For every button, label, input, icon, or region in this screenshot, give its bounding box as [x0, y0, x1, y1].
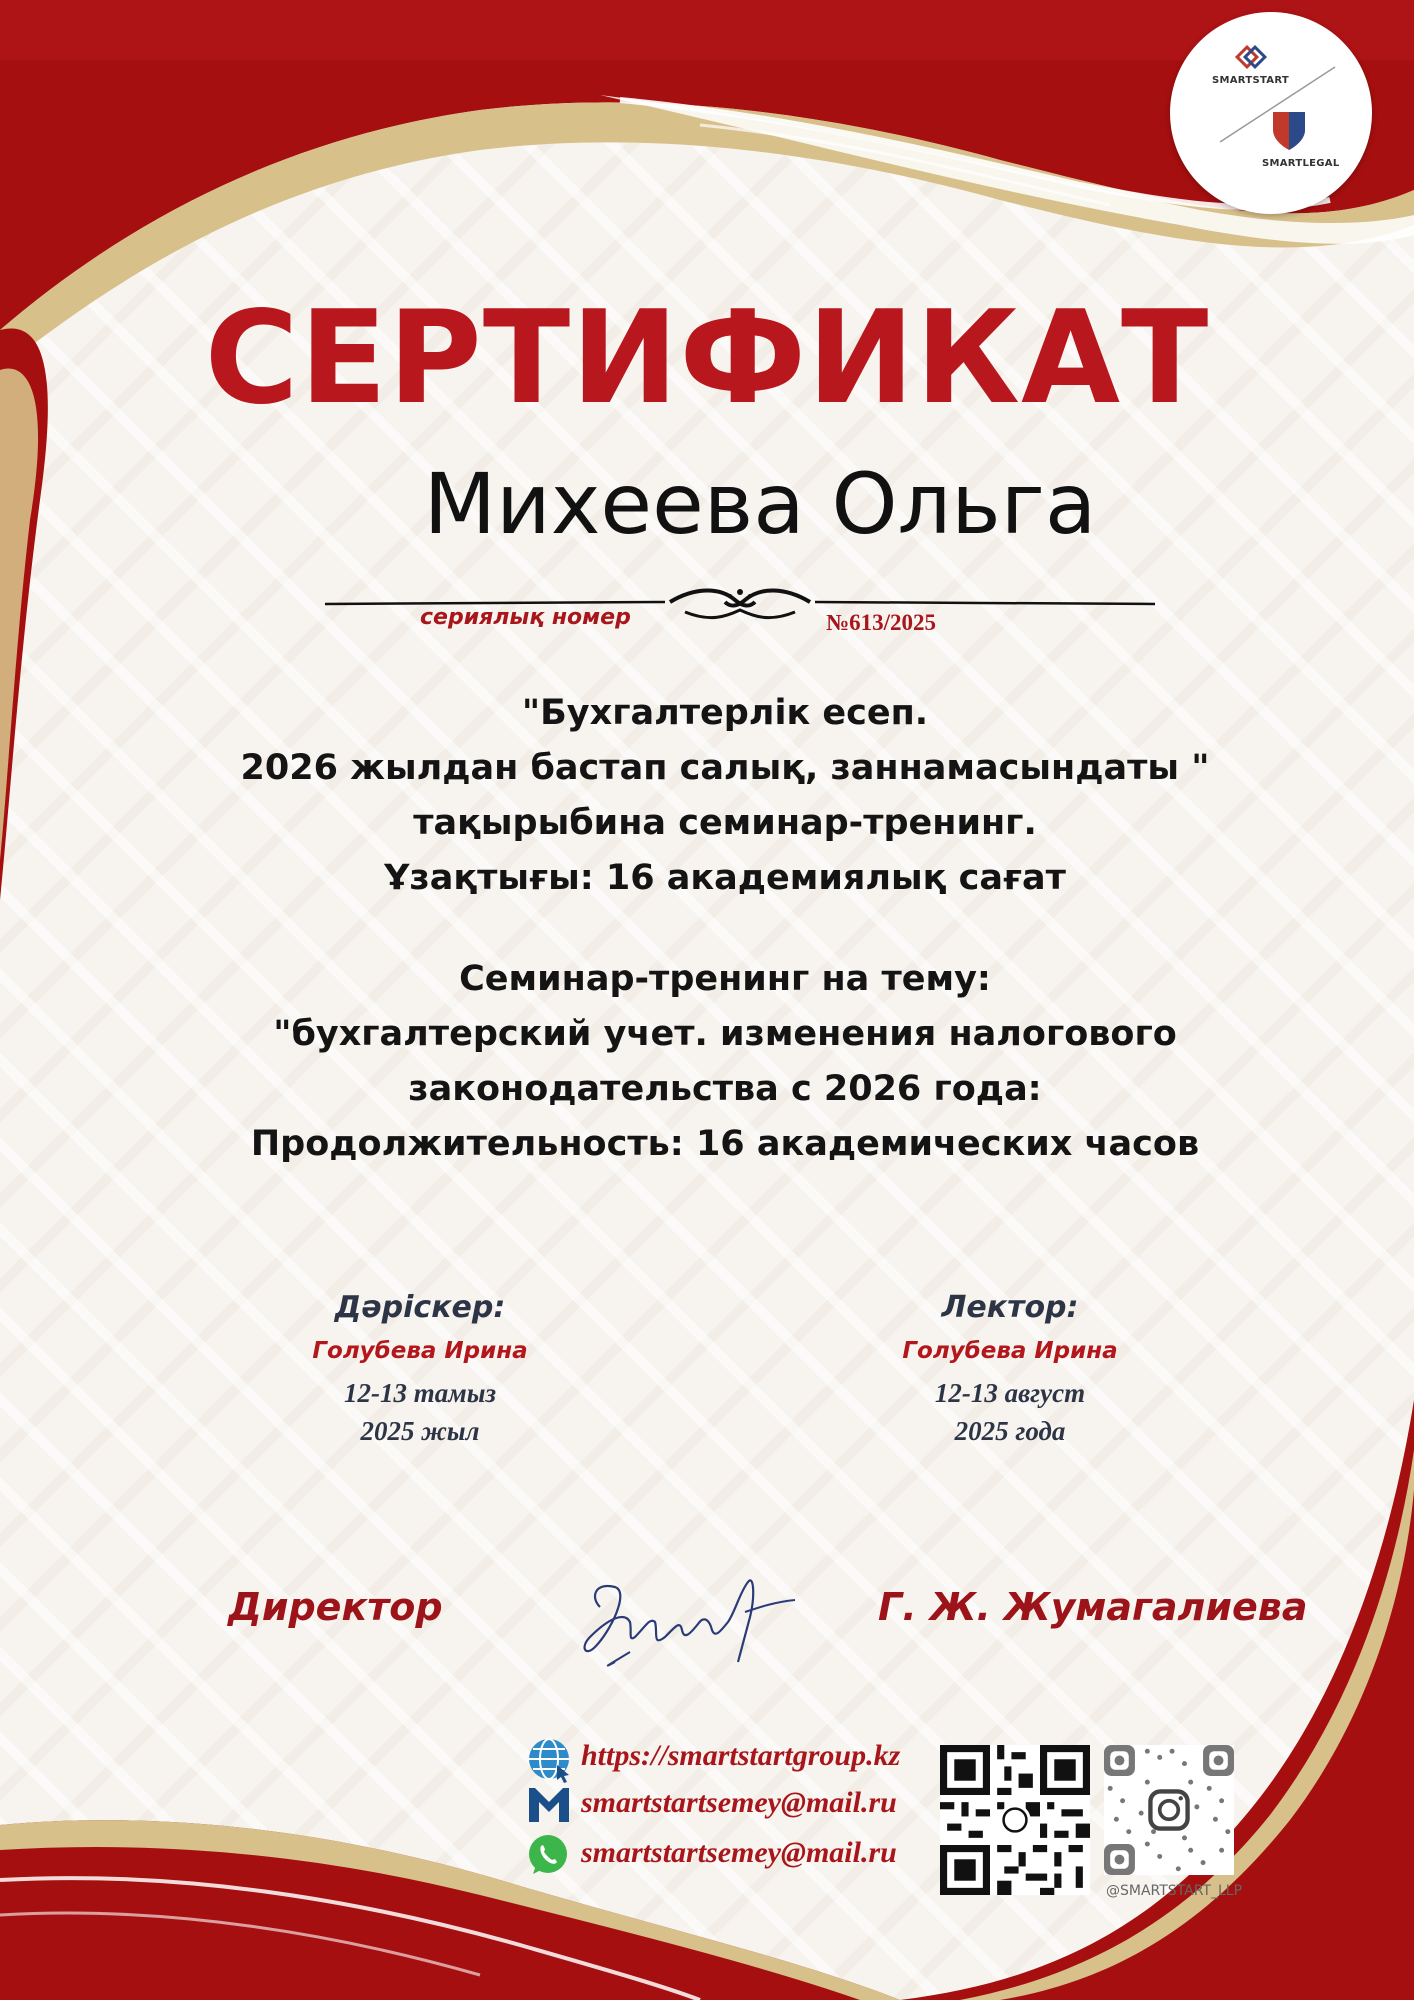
lecturer-block-ru [810, 1290, 1210, 1450]
course-ru-line: "бухгалтерский учет. изменения налогового [273, 1014, 1177, 1054]
logo-graphic [1170, 12, 1372, 214]
recipient-name: Михеева Ольга [423, 455, 1097, 553]
logo-bottom-text: SMARTLEGAL [1262, 158, 1340, 169]
course-kz-line: тақырыбина семинар-тренинг. [413, 803, 1037, 843]
lecturer-label-kz: Дәріскер: [334, 1290, 506, 1325]
course-ru-line: Семинар-тренинг на тему: [459, 959, 991, 999]
serial-label: сериялық номер [420, 605, 631, 630]
director-label: Директор [228, 1585, 443, 1629]
lecturer-block-kz [220, 1290, 620, 1450]
certificate-title: СЕРТИФИКАТ [204, 284, 1210, 433]
date-line: 12-13 тамыз [343, 1378, 496, 1408]
logo-top-text: SMARTSTART [1212, 75, 1290, 86]
website-link[interactable]: https://smartstartgroup.kz [581, 1739, 901, 1772]
course-ru-line: Продолжительность: 16 академических часов [250, 1124, 1200, 1164]
whatsapp-qr-code[interactable] [940, 1745, 1090, 1895]
date-line: 2025 года [954, 1416, 1066, 1446]
date-line: 12-13 август [934, 1378, 1086, 1408]
whatsapp-icon [525, 1832, 571, 1878]
globe-icon [525, 1735, 573, 1783]
course-description-kz [150, 686, 1300, 906]
course-kz-line: "Бухгалтерлік есеп. [521, 693, 929, 733]
course-kz-line: Ұзақтығы: 16 академиялық сағат [384, 858, 1066, 898]
whatsapp-link[interactable]: smartstartsemey@mail.ru [581, 1836, 897, 1869]
instagram-qr-code[interactable] [1104, 1745, 1234, 1875]
serial-number: №613/2025 [826, 610, 937, 635]
course-description-ru [150, 952, 1300, 1172]
lecturer-name-kz: Голубева Ирина [312, 1338, 528, 1364]
mail-icon [525, 1782, 573, 1826]
email-link[interactable]: smartstartsemey@mail.ru [581, 1786, 897, 1819]
director-name: Г. Ж. Жумагалиева [878, 1585, 1308, 1629]
lecturer-date-kz [220, 1374, 620, 1450]
company-logo [1170, 12, 1372, 214]
course-ru-line: законодательства с 2026 года: [408, 1069, 1042, 1109]
date-line: 2025 жыл [360, 1416, 480, 1446]
lecturer-date-ru [810, 1374, 1210, 1450]
lecturer-name-ru: Голубева Ирина [902, 1338, 1118, 1364]
lecturer-label-ru: Лектор: [941, 1290, 1079, 1325]
instagram-handle: @SMARTSTART_LLP [1106, 1883, 1243, 1899]
course-kz-line: 2026 жылдан бастап салық, заннамасындаты " [240, 748, 1210, 788]
director-signature [570, 1552, 810, 1682]
